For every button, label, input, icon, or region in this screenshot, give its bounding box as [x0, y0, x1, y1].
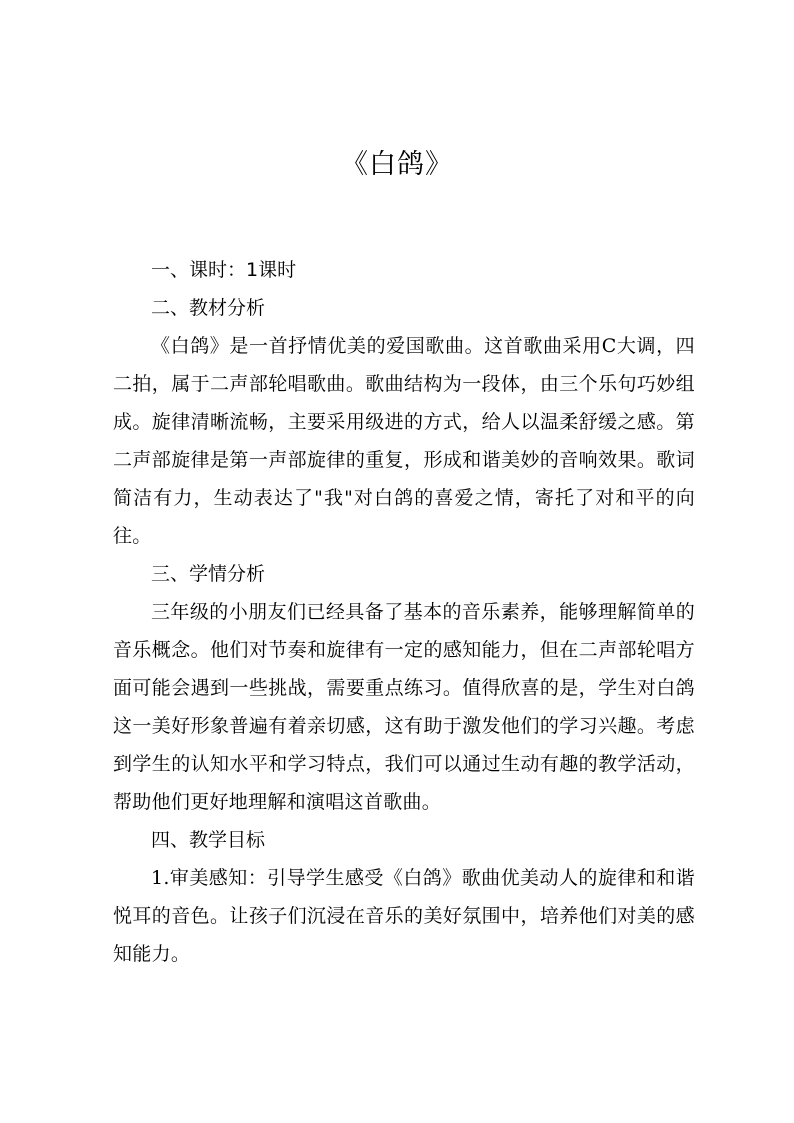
section-heading-student-analysis: 三、学情分析 — [151, 563, 266, 585]
document-title: 《白鸽》 — [341, 149, 453, 180]
section-heading-lesson-hours: 一、课时：1课时 — [151, 259, 297, 281]
paragraph-teaching-goals: 1.审美感知：引导学生感受《白鸽》歌曲优美动人的旋律和和谐悦耳的音色。让孩子们沉浸在音乐的美好氛围中，培养他们对美的感知能力。 — [113, 867, 695, 965]
section-heading-teaching-goals: 四、教学目标 — [151, 829, 266, 851]
paragraph-student-analysis: 三年级的小朋友们已经具备了基本的音乐素养，能够理解简单的音乐概念。他们对节奏和旋律有一定的感知能力，但在二声部轮唱方面可能会遇到一些挑战，需要重点练习。值得欣喜的是，学生对白鸽这一美好形象普遍有着亲切感，这有助于激发他们的学习兴趣。考虑到学生的认知水平和学习特点，我们可以通过生动有趣的教学活动，帮助他们更好地理解和演唱这首歌曲。 — [113, 601, 695, 813]
paragraph-material-analysis: 《白鸽》是一首抒情优美的爱国歌曲。这首歌曲采用C大调，四二拍，属于二声部轮唱歌曲。歌曲结构为一段体，由三个乐句巧妙组成。旋律清晰流畅，主要采用级进的方式，给人以温柔舒缓之感。第二声部旋律是第一声部旋律的重复，形成和谐美妙的音响效果。歌词简洁有力，生动表达了"我"对白鸽的喜爱之情，寄托了对和平的向往。 — [113, 335, 695, 547]
document-body — [113, 251, 695, 973]
section-heading-material-analysis: 二、教材分析 — [151, 297, 266, 319]
